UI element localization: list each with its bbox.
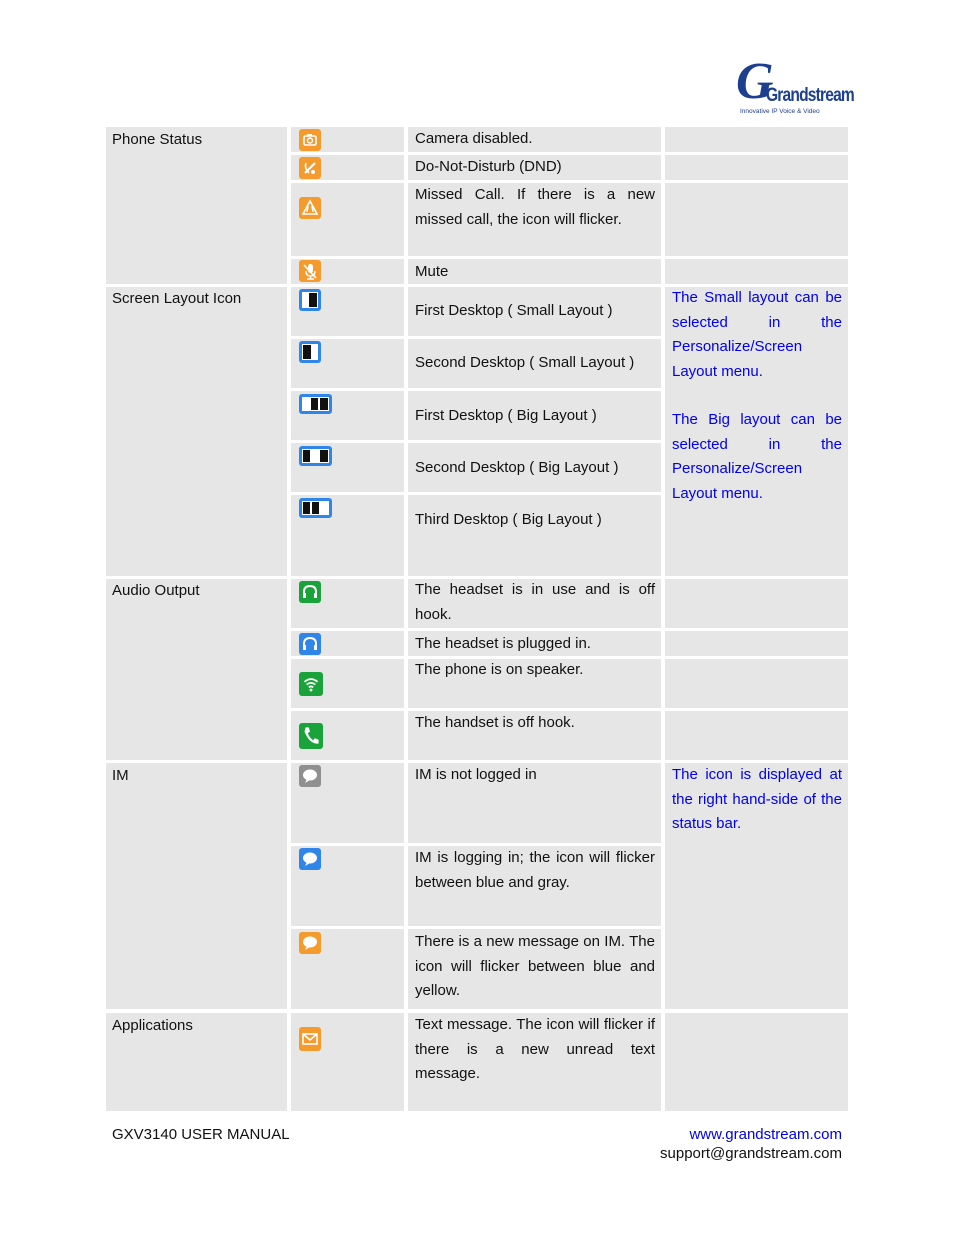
desc-handset: The handset is off hook.	[415, 714, 575, 731]
desc-camera-disabled: Camera disabled.	[415, 130, 533, 147]
headset-plugged-icon	[299, 633, 321, 655]
table-cell	[665, 659, 848, 708]
desc-headset-plugged: The headset is plugged in.	[415, 635, 591, 652]
logo-tagline: Innovative IP Voice & Video	[740, 108, 820, 115]
category-cell	[106, 287, 287, 576]
dnd-icon	[299, 157, 321, 179]
desc-mute: Mute	[415, 263, 449, 280]
desc-third-desktop-big: Third Desktop ( Big Layout )	[415, 511, 602, 528]
third-desktop-big-icon	[299, 498, 332, 518]
first-desktop-big-icon	[299, 394, 332, 414]
footer-contact	[660, 1125, 842, 1163]
table-cell	[665, 579, 848, 628]
category-cell	[106, 763, 287, 1009]
im-not-logged-icon	[299, 765, 321, 787]
table-cell	[665, 631, 848, 656]
desc-speaker: The phone is on speaker.	[415, 661, 584, 678]
desc-im-not-logged: IM is not logged in	[415, 766, 537, 783]
category-cell	[106, 579, 287, 760]
desc-missed-call: Missed Call. If there is a new missed call, the icon will flicker.	[415, 186, 655, 228]
speaker-icon	[299, 672, 323, 696]
missed-call-icon	[299, 197, 321, 219]
table-cell	[665, 127, 848, 152]
footer-website-link[interactable]: www.grandstream.com	[689, 1126, 842, 1143]
table-cell	[665, 155, 848, 180]
logo-wordmark: Grandstream	[766, 85, 854, 106]
desc-headset-off-hook: The headset is in use and is off hook.	[415, 581, 655, 623]
desc-im-new-message: There is a new message on IM. The icon will flicker between blue and yellow.	[415, 933, 655, 999]
camera-disabled-icon	[299, 129, 321, 151]
desc-second-desktop-small: Second Desktop ( Small Layout )	[415, 354, 635, 371]
first-desktop-small-icon	[299, 289, 321, 311]
category-phone-status: Phone Status	[112, 131, 203, 148]
note-big-layout: The Big layout can be selected in the Personalize/Screen Layout menu.	[672, 411, 842, 502]
text-message-icon	[299, 1027, 321, 1051]
category-screen-layout: Screen Layout Icon	[112, 290, 242, 307]
grandstream-logo	[736, 53, 854, 120]
desc-dnd: Do-Not-Disturb (DND)	[415, 158, 562, 175]
footer-manual-title: GXV3140 USER MANUAL	[112, 1126, 290, 1143]
second-desktop-big-icon	[299, 446, 332, 466]
category-im: IM	[112, 767, 129, 784]
category-audio-output: Audio Output	[112, 582, 200, 599]
table-cell	[665, 259, 848, 284]
im-logging-icon	[299, 848, 321, 870]
footer-support-email[interactable]: support@grandstream.com	[660, 1145, 842, 1162]
headset-off-hook-icon	[299, 581, 321, 603]
table-cell	[665, 1013, 848, 1111]
mute-icon	[299, 260, 321, 282]
category-applications: Applications	[112, 1017, 193, 1034]
note-small-layout: The Small layout can be selected in the Personalize/Screen Layout menu.	[672, 289, 842, 380]
desc-first-desktop-small: First Desktop ( Small Layout )	[415, 302, 613, 319]
desc-im-logging: IM is logging in; the icon will flicker between blue and gray.	[415, 849, 655, 891]
second-desktop-small-icon	[299, 341, 321, 363]
note-im-status-bar: The icon is displayed at the right hand-side of the status bar.	[672, 766, 842, 832]
desc-second-desktop-big: Second Desktop ( Big Layout )	[415, 459, 619, 476]
desc-first-desktop-big: First Desktop ( Big Layout )	[415, 407, 597, 424]
im-new-message-icon	[299, 932, 321, 954]
table-cell	[665, 183, 848, 256]
table-cell	[291, 183, 404, 256]
handset-icon	[299, 723, 323, 749]
logo-g-glyph: G	[736, 53, 774, 110]
desc-text-message: Text message. The icon will flicker if there is a new unread text message.	[415, 1016, 655, 1082]
table-cell	[665, 711, 848, 760]
